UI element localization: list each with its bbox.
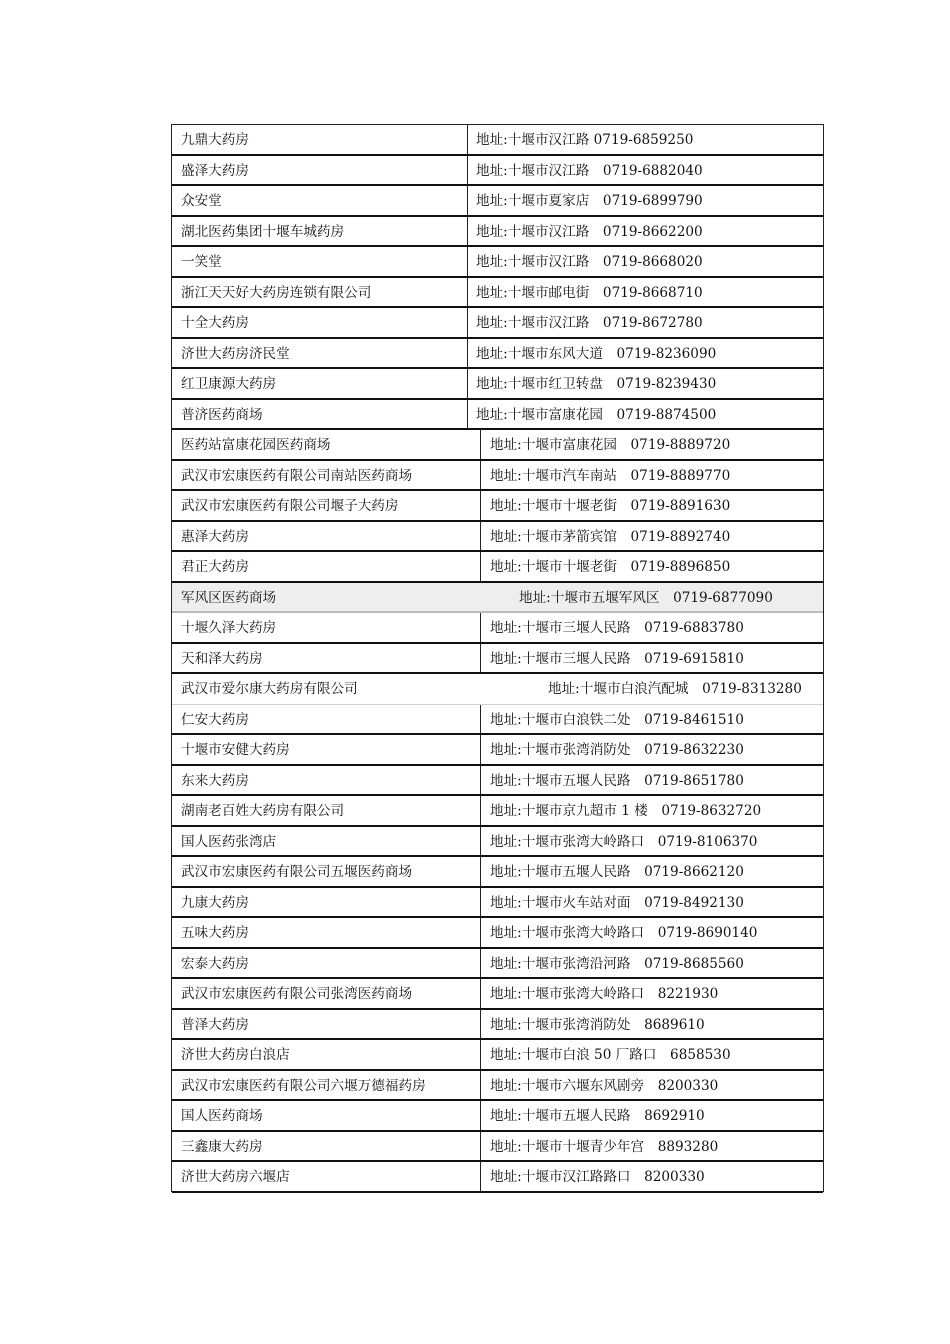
table-row [172,918,823,949]
pharmacy-table [171,124,824,1192]
table-row [172,186,823,217]
column-divider [480,1162,481,1193]
column-divider [480,644,481,675]
table-row [172,491,823,522]
pharmacy-address: 地址:十堰市张湾消防处 0719-8632230 [490,742,744,758]
column-divider [480,857,481,888]
pharmacy-address: 地址:十堰市六堰东风剧旁 8200330 [490,1077,719,1094]
pharmacy-name: 普泽大药房 [181,1016,249,1033]
pharmacy-address: 地址:十堰市汉江路 0719-8668020 [476,254,703,270]
table-row [172,1101,823,1132]
pharmacy-name: 武汉市宏康医药有限公司张湾医药商场 [181,986,413,1002]
column-divider [480,796,481,827]
column-divider [480,979,481,1010]
pharmacy-address: 地址:十堰市汽车南站 0719-8889770 [490,467,731,484]
pharmacy-name: 东来大药房 [181,772,249,789]
column-divider [480,705,481,736]
pharmacy-name: 君正大药房 [181,559,249,575]
pharmacy-address: 地址:十堰市茅箭宾馆 0719-8892740 [490,528,731,545]
pharmacy-address: 地址:十堰市富康花园 0719-8874500 [476,406,717,423]
pharmacy-name: 浙江天天好大药房连锁有限公司 [181,284,372,301]
pharmacy-address: 地址:十堰市夏家店 0719-6899790 [476,193,703,209]
table-row [172,1162,823,1193]
table-row [172,613,823,644]
pharmacy-name: 济世大药房济民堂 [181,345,290,362]
column-divider [467,308,468,339]
pharmacy-address: 地址:十堰市五堰人民路 8692910 [490,1108,705,1124]
pharmacy-address: 地址:十堰市汉江路 0719-6882040 [476,162,703,179]
column-divider [467,278,468,309]
pharmacy-address: 地址:十堰市白浪汽配城 0719-8313280 [548,681,802,697]
column-divider [480,1101,481,1132]
column-divider [480,430,481,461]
pharmacy-name: 三鑫康大药房 [181,1138,263,1155]
column-divider [467,369,468,400]
pharmacy-address: 地址:十堰市十堰青少年宫 8893280 [490,1138,719,1155]
column-divider [480,552,481,583]
pharmacy-address: 地址:十堰市张湾沿河路 0719-8685560 [490,955,744,972]
pharmacy-address: 地址:十堰市火车站对面 0719-8492130 [490,894,744,911]
column-divider [480,522,481,553]
pharmacy-name: 湖北医药集团十堰车城药房 [181,223,345,240]
pharmacy-address: 地址:十堰市张湾大岭路口 0719-8690140 [490,925,758,941]
column-divider [480,918,481,949]
pharmacy-name: 十堰久泽大药房 [181,620,277,636]
column-divider [467,217,468,248]
pharmacy-address: 地址:十堰市富康花园 0719-8889720 [490,437,731,453]
table-row [172,1010,823,1041]
table-row [172,369,823,400]
column-divider [467,125,468,156]
column-divider [480,827,481,858]
table-row [172,278,823,309]
column-divider [467,339,468,370]
column-divider [480,1010,481,1041]
pharmacy-address: 地址:十堰市张湾大岭路口 8221930 [490,986,719,1002]
table-row [172,308,823,339]
pharmacy-name: 普济医药商场 [181,406,263,423]
pharmacy-name: 武汉市宏康医药有限公司南站医药商场 [181,467,413,484]
table-row [172,705,823,736]
pharmacy-address: 地址:十堰市汉江路 0719-6859250 [476,132,694,148]
pharmacy-address: 地址:十堰市张湾大岭路口 0719-8106370 [490,833,758,850]
pharmacy-address: 地址:十堰市三堰人民路 0719-6915810 [490,650,744,667]
column-divider [480,491,481,522]
table-row [172,674,823,705]
pharmacy-name: 仁安大药房 [181,711,249,728]
pharmacy-name: 武汉市宏康医药有限公司六堰万德福药房 [181,1077,426,1094]
pharmacy-name: 天和泽大药房 [181,650,263,667]
table-row [172,644,823,675]
column-divider [467,247,468,278]
column-divider [480,766,481,797]
column-divider [480,1132,481,1163]
pharmacy-name: 济世大药房六堰店 [181,1169,290,1185]
table-row [172,888,823,919]
table-row [172,552,823,583]
pharmacy-name: 众安堂 [181,193,222,209]
pharmacy-name: 武汉市宏康医药有限公司堰子大药房 [181,498,399,514]
pharmacy-name: 医药站富康花园医药商场 [181,437,331,453]
column-divider [480,1040,481,1071]
pharmacy-name: 九鼎大药房 [181,132,249,148]
table-row [172,125,823,156]
table-row [172,1040,823,1071]
table-row [172,1132,823,1163]
pharmacy-name: 武汉市爱尔康大药房有限公司 [181,681,358,697]
column-divider [480,613,481,644]
column-divider [480,1071,481,1102]
pharmacy-address: 地址:十堰市五堰人民路 0719-8651780 [490,772,744,789]
table-row [172,217,823,248]
pharmacy-address: 地址:十堰市白浪 50 厂路口 6858530 [490,1047,731,1063]
column-divider [480,888,481,919]
table-row [172,979,823,1010]
column-divider [480,461,481,492]
pharmacy-name: 十全大药房 [181,315,249,331]
table-row [172,949,823,980]
table-row [172,796,823,827]
pharmacy-address: 地址:十堰市汉江路 0719-8672780 [476,315,703,331]
table-row [172,1071,823,1102]
pharmacy-name: 济世大药房白浪店 [181,1047,290,1063]
table-row [172,461,823,492]
pharmacy-address: 地址:十堰市张湾消防处 8689610 [490,1016,705,1033]
pharmacy-name: 九康大药房 [181,894,249,911]
pharmacy-name: 宏泰大药房 [181,955,249,972]
table-row [172,827,823,858]
column-divider [467,400,468,431]
table-row [172,583,823,614]
pharmacy-address: 地址:十堰市汉江路 0719-8662200 [476,223,703,240]
table-row [172,522,823,553]
table-row [172,735,823,766]
pharmacy-address: 地址:十堰市五堰军风区 0719-6877090 [519,589,773,606]
column-divider [467,186,468,217]
table-row [172,156,823,187]
pharmacy-name: 一笑堂 [181,254,222,270]
pharmacy-name: 军风区医药商场 [181,589,277,606]
column-divider [480,735,481,766]
pharmacy-address: 地址:十堰市汉江路路口 8200330 [490,1169,705,1185]
pharmacy-address: 地址:十堰市五堰人民路 0719-8662120 [490,864,744,880]
pharmacy-name: 国人医药商场 [181,1108,263,1124]
pharmacy-name: 十堰市安健大药房 [181,742,290,758]
pharmacy-address: 地址:十堰市邮电街 0719-8668710 [476,284,703,301]
pharmacy-address: 地址:十堰市京九超市 1 楼 0719-8632720 [490,803,762,819]
pharmacy-address: 地址:十堰市东风大道 0719-8236090 [476,345,717,362]
table-row [172,766,823,797]
column-divider [480,949,481,980]
pharmacy-address: 地址:十堰市十堰老街 0719-8896850 [490,559,731,575]
pharmacy-address: 地址:十堰市白浪铁二处 0719-8461510 [490,711,744,728]
table-row [172,339,823,370]
column-divider [467,156,468,187]
pharmacy-address: 地址:十堰市十堰老街 0719-8891630 [490,498,731,514]
pharmacy-name: 盛泽大药房 [181,162,249,179]
pharmacy-name: 武汉市宏康医药有限公司五堰医药商场 [181,864,413,880]
pharmacy-name: 红卫康源大药房 [181,376,277,392]
pharmacy-name: 湖南老百姓大药房有限公司 [181,803,345,819]
table-row [172,247,823,278]
pharmacy-name: 惠泽大药房 [181,528,249,545]
pharmacy-name: 国人医药张湾店 [181,833,277,850]
pharmacy-address: 地址:十堰市红卫转盘 0719-8239430 [476,376,717,392]
table-row [172,400,823,431]
pharmacy-address: 地址:十堰市三堰人民路 0719-6883780 [490,620,744,636]
table-row [172,430,823,461]
table-row [172,857,823,888]
pharmacy-name: 五味大药房 [181,925,249,941]
